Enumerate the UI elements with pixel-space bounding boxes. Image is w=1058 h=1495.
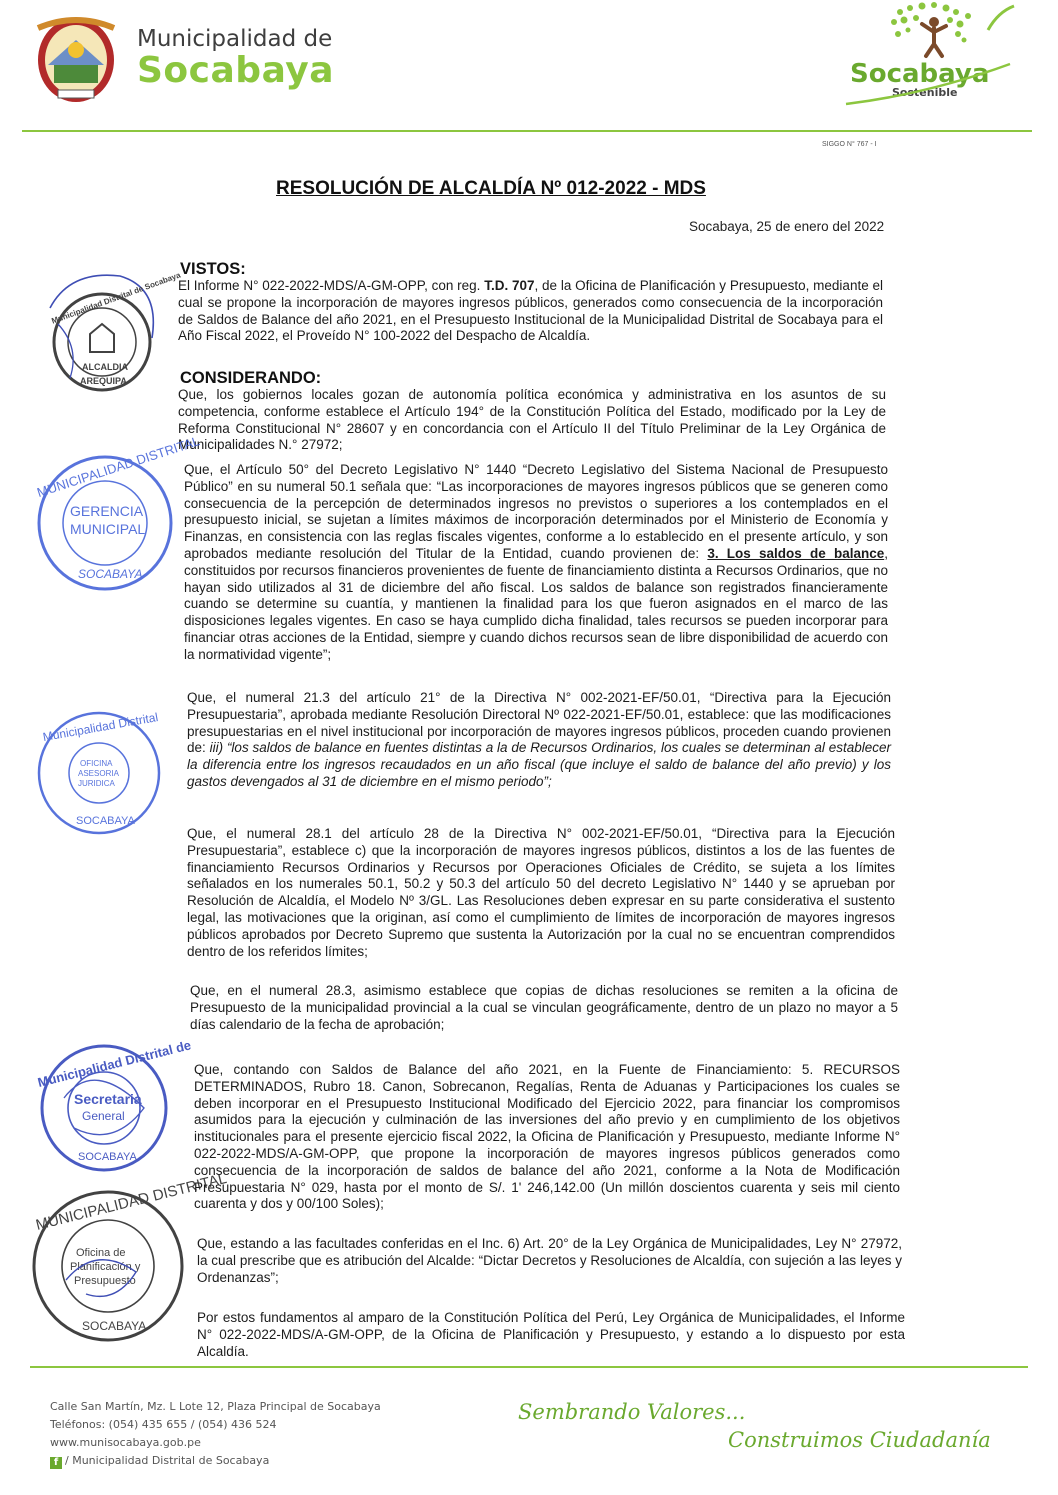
seal-5-center-line3: Presupuesto bbox=[74, 1275, 136, 1287]
considerando-paragraph-4: Que, el numeral 28.1 del artículo 28 de la Directiva N° 002-2021-EF/50.01, “Directiva para la Ejecución Presupuestaria”, establece c) que la incorporación de mayores ingresos públicos, distintos a los de las fuentes de financiamiento Recursos Ordinarios y Recursos por Operaciones Oficiales de Crédito, se sujeta a los límites señalados en los numerales 50.1, 50.2 y 50.3 del artículo 50 del decreto Legislativo N° 1440 y se aprueban por Resolución de Alcaldía, el Modelo Nº 3/GL. Las Resoluciones deben expresar en su parte considerativa el sustento legal, las motivaciones que la originan, así como el cumplimiento de límites de incorporación de mayores ingresos públicos aprobados por Decreto Supremo que sustenta la Autorización por la cual no se encuentran comprendidos dentro de los referidos límites; bbox=[187, 826, 895, 959]
considerando-heading: CONSIDERANDO: bbox=[180, 369, 322, 387]
facebook-icon: f bbox=[50, 1457, 62, 1469]
seal-4-ring-text: Municipalidad Distrital de bbox=[36, 1037, 193, 1091]
seal-2-center-line2: MUNICIPAL bbox=[70, 521, 146, 537]
document-code: SIGGO N° 767 - I bbox=[822, 141, 877, 148]
seal-4-center-line2: General bbox=[82, 1109, 125, 1123]
seal-5-center-line1: Oficina de bbox=[76, 1247, 126, 1259]
footer-facebook[interactable] bbox=[50, 1454, 269, 1469]
footer-address: Calle San Martín, Mz. L Lote 12, Plaza Principal de Socabaya bbox=[50, 1400, 381, 1413]
vistos-heading: VISTOS: bbox=[180, 260, 246, 278]
gerencia-municipal-stamp bbox=[30, 433, 202, 598]
seal-2-center-line1: GERENCIA bbox=[70, 503, 144, 519]
seal-1-bottom-text: AREQUIPA bbox=[80, 376, 127, 386]
resolution-date: Socabaya, 25 de enero del 2022 bbox=[689, 219, 885, 234]
seal-3-bottom-text: SOCABAYA bbox=[76, 815, 135, 827]
considerando-paragraph-5: Que, en el numeral 28.3, asimismo establece que copias de dichas resoluciones se remiten a la oficina de Presupuesto de la municipalidad provincial a la cual se vinculan geográficamente, dentro de un plazo no mayor a 5 días calendario de la fecha de aprobación; bbox=[190, 983, 898, 1032]
considerando-paragraph-6: Que, contando con Saldos de Balance del año 2021, en la Fuente de Financiamiento: 5. RECURSOS DETERMINADOS, Rubro 18. Canon, Sobrecanon, Regalías, Renta de Aduanas y Participaciones los cuales se deben incorporar en el Presupuesto Institucional Modificado del Ejercicio 2022, para financiar los compromisos asumidos para la ejecución y culminación de las inversiones del año previo y en cumplimiento de los objetivos institucionales para el presente ejercicio fiscal 2022, la Oficina de Planificación y Presupuesto, mediante Informe N° 022-2022-MDS/A-GM-OPP, que propone la incorporación de mayores ingresos públicos generados como consecuencia de la incorporación de saldos de balance del año 2021, conforme a la Nota de Modificación Presupuestaria N° 029, hasta por el monto de S/. 1' 246,142.00 (Un millón doscientos cuarenta y seis mil ciento cuarenta y dos y 00/100 Soles); bbox=[194, 1062, 900, 1212]
seal-3-ring-text: Municipalidad Distrital bbox=[41, 710, 160, 745]
seal-1-top-text: Municipalidad Distrital de Socabaya bbox=[50, 270, 182, 326]
brand-tagline: Sostenible bbox=[892, 86, 958, 99]
seal-5-ring-text: MUNICIPALIDAD DISTRITAL bbox=[34, 1169, 229, 1234]
brand-name: Socabaya bbox=[850, 59, 990, 89]
vistos-paragraph: El Informe N° 022-2022-MDS/A-GM-OPP, con reg. T.D. 707, de la Oficina de Planificación y Presupuesto, mediante el cual se propone la incorporación de mayores ingresos públicos, generados como consecuencia de la incorporación de Saldos de Balance del año 2021, en el Presupuesto Institucional de la Municipalidad Distrital de Socabaya para el Año Fiscal 2022, el Proveído N° 100-2022 del Despacho de Alcaldía. bbox=[178, 278, 883, 344]
considerando-paragraph-8: Por estos fundamentos al amparo de la Constitución Política del Perú, Ley Orgánica de Municipalidades, el Informe N° 022-2022-MDS/A-GM-OPP, de la Oficina de Planificación y Presupuesto, y estando a lo dispuesto por esta Alcaldía. bbox=[197, 1310, 905, 1359]
considerando-paragraph-2: Que, el Artículo 50° del Decreto Legislativo N° 1440 “Decreto Legislativo del Sistema Nacional de Presupuesto Público” en su numeral 50.1 señala que: “Las incorporaciones de mayores ingresos públicos que se generen como consecuencia de la percepción de determinados ingresos no previstos o superiores a los contemplados en el presupuesto inicial, se sujetan a límites máximos de incorporación determinados por el Ministerio de Economía y Finanzas, en consistencia con las reglas fiscales vigentes, conforme a lo establecido en el presente artículo, y son aprobados mediante resolución del Titular de la Entidad, cuando provienen de: 3. Los saldos de balance, constituidos por recursos financieros provenientes de fuente de financiamiento distinta a Recursos Ordinarios, que no hayan sido utilizados al 31 de diciembre del año fiscal. Los saldos de balance son registrados financieramente cuando se determine su cuantía, y mantienen la finalidad para los que fueron asignados en el marco de las disposiciones legales vigentes. En caso se haya cumplido dicha finalidad, tales recursos se pueden incorporar para financiar otras acciones de la Entidad, siempre y cuando dichos recursos sean de libre disponibilidad de acuerdo con la normatividad vigente”; bbox=[184, 462, 888, 662]
planificacion-presupuesto-stamp bbox=[26, 1169, 229, 1348]
slogan-line1: Sembrando Valores... bbox=[518, 1400, 746, 1424]
seal-1-mid-text: ALCALDIA bbox=[82, 362, 128, 372]
seal-2-ring-text: MUNICIPALIDAD DISTRITAL bbox=[35, 433, 202, 501]
seal-5-center-line2: Planificación y bbox=[70, 1261, 141, 1273]
considerando-paragraph-7: Que, estando a las facultades conferidas en el Inc. 6) Art. 20° de la Ley Orgánica de Municipalidades, Ley N° 27972, la cual prescribe que es atribución del Alcalde: “Dictar Decretos y Resoluciones de Alcaldía, con sujeción a las leyes y Ordenanzas”; bbox=[197, 1236, 902, 1285]
seal-2-bottom-text: SOCABAYA bbox=[78, 567, 143, 581]
municipal-crest-logo bbox=[28, 10, 124, 106]
municipality-name-line1: Municipalidad de bbox=[137, 26, 333, 52]
footer-website[interactable]: www.munisocabaya.gob.pe bbox=[50, 1436, 201, 1449]
asesoria-juridica-stamp bbox=[32, 706, 166, 840]
header-divider bbox=[22, 130, 1032, 132]
footer-phones: Teléfonos: (054) 435 655 / (054) 436 524 bbox=[50, 1418, 277, 1431]
slogan-line2: Construimos Ciudadanía bbox=[728, 1428, 991, 1452]
socabaya-sostenible-logo bbox=[838, 0, 1018, 115]
seal-3-center-line2: ASESORIA bbox=[78, 769, 119, 778]
seal-4-bottom-text: SOCABAYA bbox=[78, 1151, 137, 1163]
secretaria-general-stamp bbox=[34, 1037, 193, 1178]
seal-3-center-line1: OFICINA bbox=[80, 759, 113, 768]
considerando-paragraph-3: Que, el numeral 21.3 del artículo 21° de la Directiva N° 002-2021-EF/50.01, “Directiva para la Ejecución Presupuestaria”, aprobada mediante Resolución Directoral Nº 022-2021-EF/50.01, establece: que las modificaciones presupuestarias en el nivel institucional por incorporación de mayores ingresos públicos, proceden cuando provienen de: iii) “los saldos de balance en fuentes distintas a la de Recursos Ordinarios, los cuales se determinan al establecer la diferencia entre los ingresos recaudados en un año fiscal (que incluye el saldo de balance del año previo) y los gastos devengados al 31 de diciembre en el mismo periodo”; bbox=[187, 690, 891, 789]
resolution-title: RESOLUCIÓN DE ALCALDÍA Nº 012-2022 - MDS bbox=[276, 178, 706, 199]
alcaldia-seal-stamp bbox=[40, 268, 182, 408]
footer-divider bbox=[30, 1366, 1028, 1368]
seal-5-bottom-text: SOCABAYA bbox=[82, 1319, 147, 1333]
municipality-name-line2: Socabaya bbox=[137, 50, 335, 91]
footer-facebook-text: / Municipalidad Distrital de Socabaya bbox=[65, 1454, 270, 1467]
considerando-paragraph-1: Que, los gobiernos locales gozan de autonomía política económica y administrativa en los asuntos de su competencia, conforme establece el Artículo 194° de la Constitución Política del Estado, modificado por la Ley de Reforma Constitucional N° 28607 y en concordancia con el Artículo II del Título Preliminar de la Ley Orgánica de Municipalidades N.° 27972; bbox=[178, 387, 886, 453]
seal-3-center-line3: JURIDICA bbox=[78, 779, 115, 788]
seal-4-center-line1: Secretaria bbox=[74, 1091, 142, 1107]
